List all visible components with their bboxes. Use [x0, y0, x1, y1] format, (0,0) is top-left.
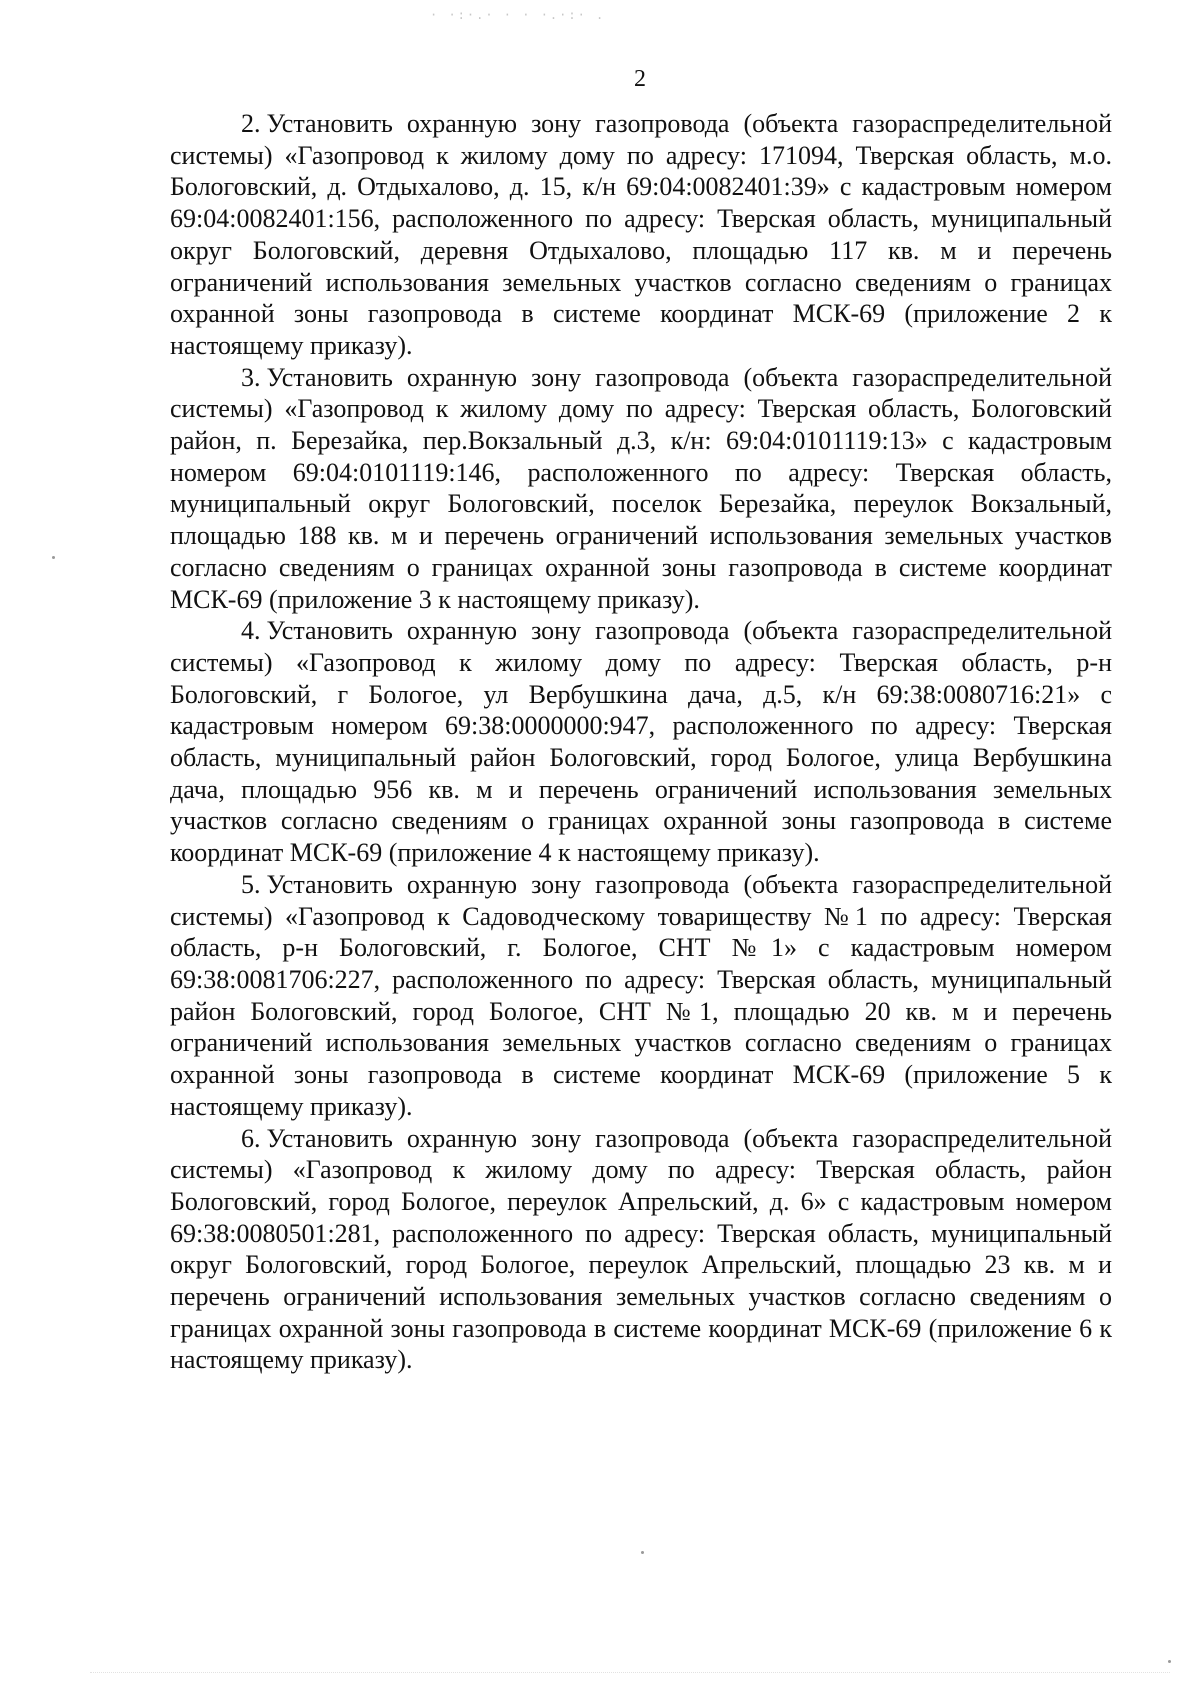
paragraph-number: 2. — [241, 109, 261, 138]
paragraph-item-2 — [170, 108, 1112, 362]
scan-speck — [1168, 1660, 1171, 1663]
paragraph-text: Установить охранную зону газопровода (объекта газораспределительной системы) «Газопровод к жилому дому по адресу: 171094, Тверская область, м.о. Бологовский, д. Отдыхалово, д. 15, к/н 69:04:0082401:39» с кадастровым номером 69:04:0082401:156, расположенного по адресу: Тверская область, муниципальный округ Бологовский, деревня Отдыхалово, площадью 117 кв. м и перечень ограничений использования земельных участков согласно сведениям о границах охранной зоны газопровода в системе координат МСК-69 (приложение 2 к настоящему приказу). — [170, 109, 1112, 360]
paragraph-text: Установить охранную зону газопровода (объекта газораспределительной системы) «Газопровод к жилому дому по адресу: Тверская область, р-н Бологовский, г Бологое, ул Вербушкина дача, д.5, к/н 69:38:0080716:21» с кадастровым номером 69:38:0000000:947, расположенного по адресу: Тверская область, муниципальный район Бологовский, город Бологое, улица Вербушкина дача, площадью 956 кв. м и перечень ограничений использования земельных участков согласно сведениям о границах охранной зоны газопровода в системе координат МСК-69 (приложение 4 к настоящему приказу). — [170, 616, 1112, 868]
scan-artifact: · ·:·.· · · ·.·:· . — [430, 8, 606, 22]
paragraph-item-5 — [170, 869, 1112, 1123]
scan-speck — [641, 1551, 644, 1554]
scan-artifact — [90, 1672, 1170, 1683]
paragraph-text: Установить охранную зону газопровода (объекта газораспределительной системы) «Газопровод к жилому дому по адресу: Тверская область, Бологовский район, п. Березайка, пер.Вокзальный д.3, к/н: 69:04:0101119:13» с кадастровым номером 69:04:0101119:146, расположенного по адресу: Тверская область, муниципальный округ Бологовский, поселок Березайка, переулок Вокзальный, площадью 188 кв. м и перечень ограничений использования земельных участков согласно сведениям о границах охранной зоны газопровода в системе координат МСК-69 (приложение 3 к настоящему приказу). — [170, 362, 1112, 614]
paragraph-item-4 — [170, 615, 1112, 869]
paragraph-number: 6. — [241, 1123, 261, 1153]
paragraph-item-6 — [170, 1123, 1112, 1377]
paragraph-number: 5. — [241, 869, 261, 899]
paragraph-number: 3. — [241, 362, 261, 392]
document-body — [170, 108, 1112, 1376]
paragraph-text: Установить охранную зону газопровода (объекта газораспределительной системы) «Газопровод к Садоводческому товариществу №1 по адресу: Тверская область, р-н Бологовский, г. Бологое, СНТ №1» с кадастровым номером 69:38:0081706:227, расположенного по адресу: Тверская область, муниципальный район Бологовский, город Бологое, СНТ №1, площадью 20 кв. м и перечень ограничений использования земельных участков согласно сведениям о границах охранной зоны газопровода в системе координат МСК-69 (приложение 5 к настоящему приказу). — [170, 869, 1112, 1121]
scan-speck — [52, 556, 55, 559]
paragraph-item-3 — [170, 362, 1112, 616]
page-number: 2 — [634, 66, 646, 92]
paragraph-number: 4. — [241, 616, 261, 646]
paragraph-text: Установить охранную зону газопровода (объекта газораспределительной системы) «Газопровод к жилому дому по адресу: Тверская область, район Бологовский, город Бологое, переулок Апрельский, д. 6» с кадастровым номером 69:38:0080501:281, расположенного по адресу: Тверская область, муниципальный округ Бологовский, город Бологое, переулок Апрельский, площадью 23 кв. м и перечень ограничений использования земельных участков согласно сведениям о границах охранной зоны газопровода в системе координат МСК-69 (приложение 6 к настоящему приказу). — [170, 1123, 1112, 1375]
